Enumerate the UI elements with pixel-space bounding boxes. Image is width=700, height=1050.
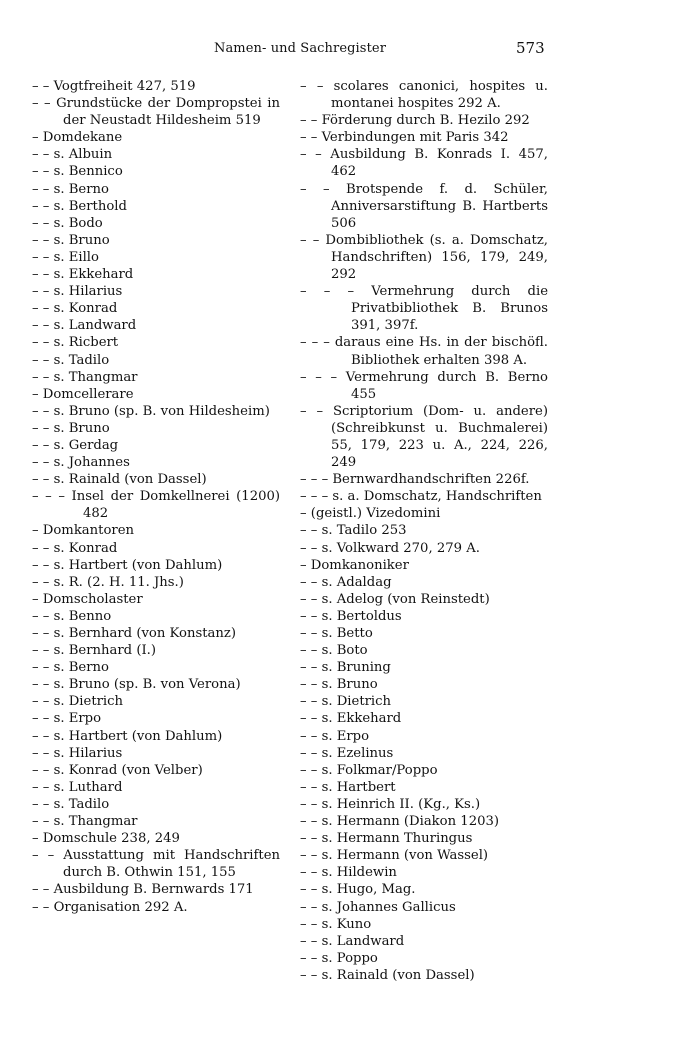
entry-text: s. Ezelinus [321, 745, 394, 761]
index-entry [300, 591, 548, 608]
entry-text: Domscholaster [42, 591, 143, 607]
index-entry [300, 779, 548, 796]
entry-text: s. Johannes [53, 455, 130, 471]
index-entry [32, 249, 280, 266]
entry-text: s. a. Domschatz, Handschriften [332, 489, 542, 505]
entry-text: s. Hildewin [321, 865, 397, 881]
entry-dash-marker: – – [300, 814, 322, 830]
entry-dash-marker: – – [300, 967, 322, 983]
entry-text: s. Poppo [321, 950, 378, 966]
entry-dash-marker: – – [300, 626, 322, 641]
index-entry [300, 642, 548, 659]
index-entry [300, 847, 548, 864]
index-entry [300, 232, 548, 283]
index-entry [32, 591, 280, 608]
index-entry [300, 540, 548, 557]
index-entry [32, 659, 280, 676]
entry-text: s. Adaldag [321, 574, 392, 590]
entry-dash-marker: – – [300, 831, 322, 847]
entry-dash-marker: – [32, 591, 43, 607]
entry-dash-marker: – – – [300, 335, 335, 351]
entry-dash-marker: – – [300, 113, 322, 129]
index-entry [32, 146, 280, 163]
entry-dash-marker: – – [300, 181, 347, 197]
entry-text: s. Hartbert (von Dahlum) [53, 557, 223, 573]
index-entry [32, 420, 280, 437]
entry-text: Ausbildung B. Konrads I. 457, 462 [330, 147, 548, 180]
entry-dash-marker: – – [300, 728, 322, 744]
entry-dash-marker: – – [32, 164, 54, 180]
entry-text: Domdekane [42, 130, 123, 146]
entry-dash-marker: – – [300, 950, 322, 966]
index-entry [300, 181, 548, 232]
index-entry [32, 899, 280, 916]
index-entry [32, 522, 280, 539]
entry-dash-marker: – – [32, 882, 54, 898]
entry-text: s. Bennico [53, 164, 123, 180]
entry-text: s. Bernhard (von Konstanz) [53, 626, 236, 641]
entry-text: s. Hilarius [53, 745, 123, 761]
index-entry [32, 454, 280, 471]
index-entry [32, 608, 280, 625]
index-entry [32, 95, 280, 129]
entry-dash-marker: – [300, 557, 311, 573]
entry-dash-marker: – – – [300, 472, 333, 488]
entry-text: s. Landward [53, 318, 137, 334]
running-title: Namen- und Sachregister [213, 41, 387, 56]
entry-dash-marker: – – [32, 215, 54, 231]
index-entry [300, 728, 548, 745]
index-entry [300, 78, 548, 112]
entry-dash-marker: – – [32, 96, 57, 112]
index-entry [300, 608, 548, 625]
entry-text: Verbindungen mit Paris 342 [321, 130, 509, 146]
entry-text: s. Landward [321, 933, 405, 949]
entry-dash-marker: – – [300, 643, 322, 659]
index-entry [32, 830, 280, 847]
entry-dash-marker: – – [32, 284, 54, 300]
entry-text: s. Eillo [53, 249, 99, 265]
index-entry [32, 215, 280, 232]
entry-dash-marker: – – – [300, 369, 346, 385]
entry-text: s. Bernhard (I.) [53, 643, 157, 659]
index-entry [32, 762, 280, 779]
entry-text: s. Erpo [53, 711, 102, 727]
index-entry [32, 881, 280, 898]
entry-dash-marker: – – [300, 574, 322, 590]
entry-dash-marker: – – [32, 79, 54, 94]
entry-text: s. Adelog (von Reinstedt) [321, 591, 490, 607]
index-entry [32, 283, 280, 300]
entry-text: s. Ekkehard [53, 267, 134, 283]
index-entry [300, 916, 548, 933]
entry-text: s. Ekkehard [321, 711, 402, 727]
entry-dash-marker: – – [300, 916, 322, 932]
entry-dash-marker: – – [300, 677, 322, 693]
entry-text: s. Hermann (Diakon 1203) [321, 814, 500, 830]
entry-text: s. Luthard [53, 779, 123, 795]
entry-text: s. Berno [53, 181, 109, 197]
index-entry [32, 317, 280, 334]
entry-text: s. Konrad [53, 301, 118, 317]
entry-dash-marker: – – [300, 779, 322, 795]
entry-text: Insel der Domkellnerei (1200) 482 [71, 489, 281, 522]
entry-dash-marker: – – [300, 711, 322, 727]
entry-dash-marker: – – [300, 694, 322, 710]
entry-dash-marker: – – [32, 728, 54, 744]
index-entry [32, 779, 280, 796]
index-entry [300, 112, 548, 129]
entry-dash-marker: – – [32, 318, 54, 334]
index-entry [300, 369, 548, 403]
index-entry [300, 403, 548, 471]
index-entry [300, 676, 548, 693]
entry-text: s. Folkmar/Poppo [321, 762, 438, 778]
entry-dash-marker: – – [32, 232, 54, 248]
entry-dash-marker: – – [300, 79, 334, 94]
entry-dash-marker: – – [32, 814, 54, 830]
entry-text: s. Tadilo 253 [321, 523, 407, 539]
index-entry [300, 899, 548, 916]
index-entry [300, 283, 548, 334]
index-entry [32, 437, 280, 454]
index-entry [300, 334, 548, 368]
index-entry [32, 488, 280, 522]
entry-text: s. Volkward 270, 279 A. [321, 540, 480, 556]
entry-dash-marker: – – [300, 130, 322, 146]
entry-dash-marker: – – [32, 643, 54, 659]
index-entry [32, 540, 280, 557]
index-entry [300, 710, 548, 727]
entry-text: Ausbildung B. Bernwards 171 [53, 882, 254, 898]
entry-dash-marker: – – [300, 933, 322, 949]
index-entry [300, 659, 548, 676]
entry-dash-marker: – – [300, 848, 322, 864]
entry-text: Ausstattung mit Handschriften durch B. Othwin 151, 155 [63, 848, 281, 881]
entry-dash-marker: – [32, 523, 43, 539]
entry-text: s. Bruning [321, 660, 391, 676]
page-number: 573 [516, 39, 545, 57]
entry-dash-marker: – – [32, 198, 54, 214]
entry-dash-marker: – – [32, 796, 54, 812]
entry-dash-marker: – – [32, 745, 54, 761]
entry-dash-marker: – – [300, 865, 322, 881]
entry-text: s. Bruno [53, 420, 110, 436]
index-entry [300, 471, 548, 488]
index-entry [32, 163, 280, 180]
entry-dash-marker: – – [32, 677, 54, 693]
entry-dash-marker: – – [32, 660, 54, 676]
entry-text: Domkantoren [42, 523, 135, 539]
entry-text: s. Kuno [321, 916, 372, 932]
entry-dash-marker: – – [32, 694, 54, 710]
entry-text: Domkanoniker [310, 557, 409, 573]
entry-dash-marker: – – [32, 437, 54, 453]
entry-text: daraus eine Hs. in der bischöfl. Bibliothek erhalten 398 A. [334, 335, 548, 368]
entry-text: Vermehrung durch die Privatbibliothek B. Brunos 391, 397f. [351, 284, 549, 334]
entry-text: s. Boto [321, 643, 368, 659]
index-entry [32, 813, 280, 830]
entry-dash-marker: – – [300, 232, 326, 248]
entry-text: s. Dietrich [53, 694, 124, 710]
index-entry [32, 728, 280, 745]
entry-text: Domcellerare [42, 386, 134, 402]
entry-text: s. Johannes Gallicus [321, 899, 456, 915]
entry-dash-marker: – – [300, 540, 322, 556]
index-entry [300, 762, 548, 779]
index-entry [300, 522, 548, 539]
index-entry [300, 557, 548, 574]
entry-dash-marker: – [32, 831, 43, 847]
entry-dash-marker: – – [32, 455, 54, 471]
entry-text: s. Betto [321, 626, 373, 641]
entry-text: s. Thangmar [53, 369, 138, 385]
entry-text: s. Rainald (von Dassel) [53, 472, 207, 488]
entry-text: s. Berthold [53, 198, 127, 214]
entry-dash-marker: – – [32, 472, 54, 488]
entry-text: s. Gerdag [53, 437, 119, 453]
entry-dash-marker: – – [32, 848, 64, 864]
entry-dash-marker: – – [300, 796, 322, 812]
entry-dash-marker: – – [300, 523, 322, 539]
entry-dash-marker: – – [300, 147, 331, 163]
entry-dash-marker: – – [32, 540, 54, 556]
index-entry [300, 574, 548, 591]
entry-text: s. Bodo [53, 215, 103, 231]
index-entry [32, 403, 280, 420]
entry-dash-marker: – – [300, 745, 322, 761]
entry-text: s. Bruno [53, 232, 110, 248]
index-column-right [300, 78, 548, 984]
entry-text: Dombibliothek (s. a. Domschatz, Handschriften) 156, 179, 249, 292 [325, 232, 548, 283]
index-entry [32, 232, 280, 249]
entry-text: s. Hilarius [53, 284, 123, 300]
entry-dash-marker: – – [300, 882, 322, 898]
entry-text: Bernwardhandschriften 226f. [332, 472, 530, 488]
index-entry [300, 967, 548, 984]
entry-text: s. Bruno [321, 677, 378, 693]
index-entry [32, 369, 280, 386]
index-entry [32, 847, 280, 881]
entry-dash-marker: – – [32, 574, 54, 590]
entry-dash-marker: – – [32, 147, 54, 163]
entry-text: s. Thangmar [53, 814, 138, 830]
entry-text: s. Hermann Thuringus [321, 831, 473, 847]
entry-text: s. Tadilo [53, 352, 110, 368]
index-entry [32, 386, 280, 403]
entry-dash-marker: – – [300, 591, 322, 607]
index-entry [32, 693, 280, 710]
index-entry [32, 642, 280, 659]
index-entry [300, 745, 548, 762]
running-header [0, 41, 700, 63]
entry-text: s. Bruno (sp. B. von Verona) [53, 677, 241, 693]
index-entry [32, 471, 280, 488]
index-entry [300, 129, 548, 146]
entry-dash-marker: – [300, 506, 311, 522]
index-entry [32, 300, 280, 317]
index-entry [300, 830, 548, 847]
entry-dash-marker: – – [32, 249, 54, 265]
entry-text: s. Konrad (von Velber) [53, 762, 203, 778]
entry-dash-marker: – – [300, 403, 333, 419]
index-entry [32, 78, 280, 95]
index-entry [300, 488, 548, 505]
entry-text: scolares canonici, hospites u. montanei hospites 292 A. [331, 79, 548, 112]
index-entry [300, 146, 548, 180]
index-entry [300, 813, 548, 830]
entry-text: Domschule 238, 249 [42, 831, 180, 847]
index-entry [32, 574, 280, 591]
index-entry [300, 796, 548, 813]
entry-text: s. Benno [53, 608, 112, 624]
entry-text: Organisation 292 A. [53, 899, 188, 915]
entry-dash-marker: – – – [300, 284, 372, 300]
entry-text: s. Hugo, Mag. [321, 882, 416, 898]
index-entry [32, 625, 280, 642]
entry-dash-marker: – – [300, 762, 322, 778]
index-entry [32, 266, 280, 283]
entry-dash-marker: – – – [300, 489, 333, 505]
entry-dash-marker: – [32, 130, 43, 146]
entry-text: s. Hartbert (von Dahlum) [53, 728, 223, 744]
index-entry [32, 557, 280, 574]
entry-dash-marker: – – [32, 352, 54, 368]
entry-text: s. Bruno (sp. B. von Hildesheim) [53, 403, 270, 419]
entry-text: s. Konrad [53, 540, 118, 556]
index-entry [300, 950, 548, 967]
entry-dash-marker: – – [32, 557, 54, 573]
index-entry [300, 864, 548, 881]
entry-text: s. Dietrich [321, 694, 392, 710]
entry-text: Vogtfreiheit 427, 519 [53, 79, 196, 94]
entry-text: Brotspende f. d. Schüler, Anniversarstiftung B. Hartberts 506 [331, 181, 548, 231]
entry-dash-marker: – – [32, 899, 54, 915]
index-entry [32, 198, 280, 215]
entry-text: s. Hermann (von Wassel) [321, 848, 489, 864]
entry-text: s. Heinrich II. (Kg., Ks.) [321, 796, 481, 812]
index-entry [32, 129, 280, 146]
index-entry [32, 676, 280, 693]
entry-dash-marker: – – [32, 335, 54, 351]
entry-text: s. Albuin [53, 147, 113, 163]
entry-dash-marker: – – [32, 267, 54, 283]
entry-text: Förderung durch B. Hezilo 292 [321, 113, 530, 129]
entry-text: Vermehrung durch B. Berno 455 [345, 369, 548, 402]
index-entry [300, 933, 548, 950]
index-entry [300, 505, 548, 522]
index-entry [32, 334, 280, 351]
entry-dash-marker: – – [32, 181, 54, 197]
index-column-left [32, 78, 280, 916]
entry-dash-marker: – – [32, 779, 54, 795]
entry-dash-marker: – – [32, 762, 54, 778]
entry-dash-marker: – – [32, 420, 54, 436]
entry-text: s. Tadilo [53, 796, 110, 812]
entry-dash-marker: – – [32, 626, 54, 641]
entry-text: (geistl.) Vizedomini [310, 506, 441, 522]
entry-dash-marker: – – [32, 369, 54, 385]
entry-dash-marker: – – [32, 608, 54, 624]
entry-dash-marker: – – [300, 899, 322, 915]
entry-dash-marker: – – [300, 660, 322, 676]
entry-dash-marker: – – [32, 301, 54, 317]
entry-text: Grundstücke der Dompropstei in der Neustadt Hildesheim 519 [56, 96, 280, 129]
index-entry [300, 625, 548, 642]
entry-text: s. Hartbert [321, 779, 396, 795]
index-entry [32, 745, 280, 762]
index-entry [32, 796, 280, 813]
entry-dash-marker: – [32, 386, 43, 402]
index-entry [300, 881, 548, 898]
entry-text: s. Berno [53, 660, 109, 676]
index-entry [32, 181, 280, 198]
entry-text: s. Bertoldus [321, 608, 402, 624]
index-entry [32, 352, 280, 369]
entry-dash-marker: – – [32, 711, 54, 727]
entry-dash-marker: – – – [32, 489, 72, 505]
entry-text: s. R. (2. H. 11. Jhs.) [53, 574, 184, 590]
entry-text: Scriptorium (Dom- u. andere) (Schreibkunst u. Buchmalerei) 55, 179, 223 u. A., 224, 226, 249 [331, 403, 548, 471]
entry-dash-marker: – – [32, 403, 54, 419]
entry-dash-marker: – – [300, 608, 322, 624]
index-entry [32, 710, 280, 727]
entry-text: s. Erpo [321, 728, 370, 744]
entry-text: s. Ricbert [53, 335, 119, 351]
index-entry [300, 693, 548, 710]
entry-text: s. Rainald (von Dassel) [321, 967, 475, 983]
